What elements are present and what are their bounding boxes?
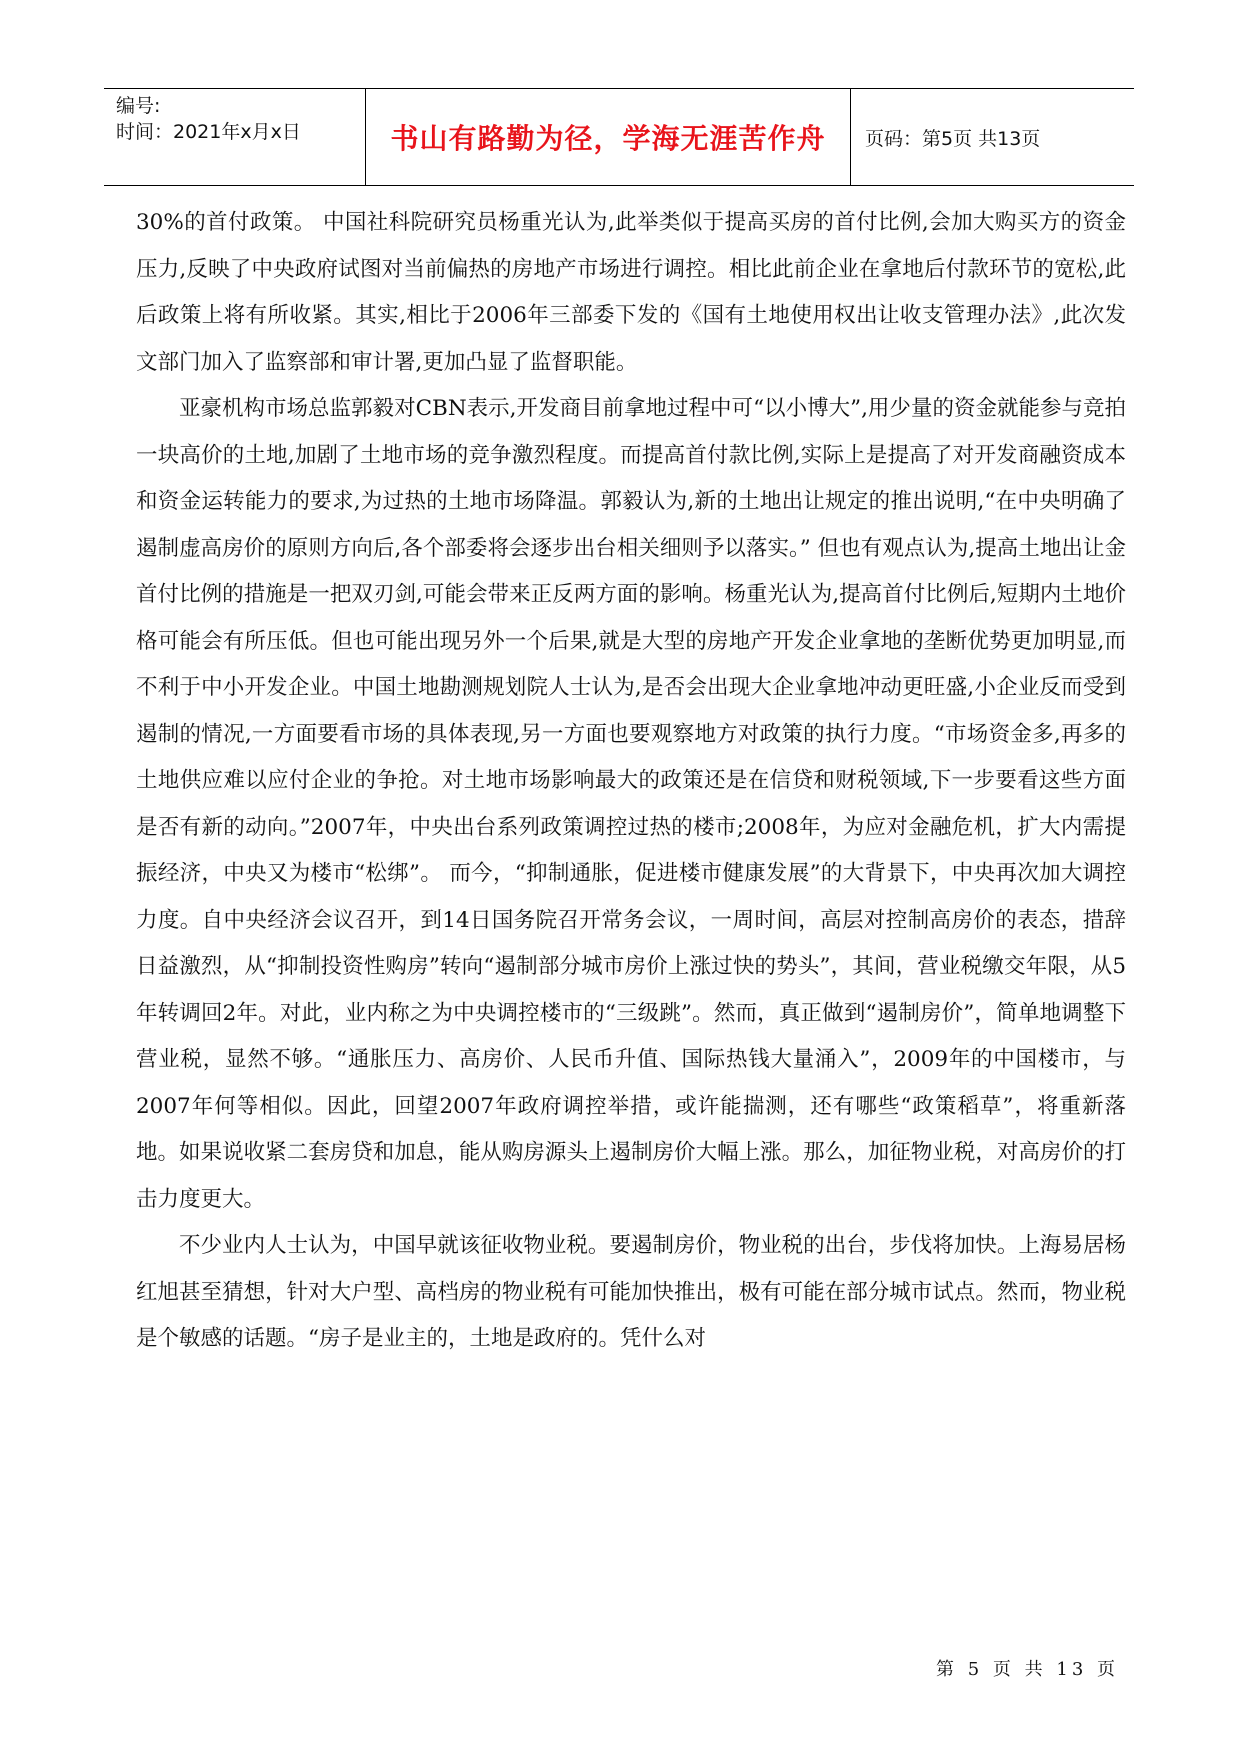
- header-meta: [104, 89, 366, 185]
- page-header: [104, 88, 1134, 186]
- header-page-label: 页码：第5页 共13页: [865, 127, 1041, 150]
- body-paragraph: 不少业内人士认为，中国早就该征收物业税。要遏制房价，物业税的出台，步伐将加快。上海易居杨红旭甚至猜想，针对大户型、高档房的物业税有可能加快推出，极有可能在部分城市试点。然而，物业税是个敏感的话题。“房子是业主的，土地是政府的。凭什么对: [136, 1233, 1126, 1351]
- document-time-label: 时间：2021年x月x日: [116, 121, 301, 143]
- header-motto: 书山有路勤为径，学海无涯苦作舟: [366, 89, 851, 185]
- page-footer-number: 第 5 页 共 13 页: [936, 1659, 1119, 1680]
- body-paragraph: 亚豪机构市场总监郭毅对CBN表示,开发商目前拿地过程中可“以小博大”,用少量的资金就能参与竞拍一块高价的土地,加剧了土地市场的竞争激烈程度。而提高首付款比例,实际上是提高了对开发商融资成本和资金运转能力的要求,为过热的土地市场降温。郭毅认为,新的土地出让规定的推出说明,“在中央明确了遏制虚高房价的原则方向后,各个部委将会逐步出台相关细则予以落实。” 但也有观点认为,提高土地出让金首付比例的措施是一把双刃剑,可能会带来正反两方面的影响。杨重光认为,提高首付比例后,短期内土地价格可能会有所压低。但也可能出现另外一个后果,就是大型的房地产开发企业拿地的垄断优势更加明显,而不利于中小开发企业。中国土地勘测规划院人士认为,是否会出现大企业拿地冲动更旺盛,小企业反而受到遏制的情况,一方面要看市场的具体表现,另一方面也要观察地方对政策的执行力度。“市场资金多,再多的土地供应难以应付企业的争抢。对土地市场影响最大的政策还是在信贷和财税领域,下一步要看这些方面是否有新的动向。”2007年，中央出台系列政策调控过热的楼市;2008年，为应对金融危机，扩大内需提振经济，中央又为楼市“松绑”。 而今，“抑制通胀，促进楼市健康发展”的大背景下，中央再次加大调控力度。自中央经济会议召开，到14日国务院召开常务会议，一周时间，高层对控制高房价的表态，措辞日益激烈，从“抑制投资性购房”转向“遏制部分城市房价上涨过快的势头”，其间，营业税缴交年限，从5年转调回2年。对此，业内称之为中央调控楼市的“三级跳”。然而，真正做到“遏制房价”，简单地调整下营业税，显然不够。“通胀压力、高房价、人民币升值、国际热钱大量涌入”，2009年的中国楼市，与2007年何等相似。因此，回望2007年政府调控举措，或许能揣测，还有哪些“政策稻草”，将重新落地。如果说收紧二套房贷和加息，能从购房源头上遏制房价大幅上涨。那么，加征物业税，对高房价的打击力度更大。: [136, 396, 1126, 1212]
- body-paragraph: 30%的首付政策。 中国社科院研究员杨重光认为,此举类似于提高买房的首付比例,会加大购买方的资金压力,反映了中央政府试图对当前偏热的房地产市场进行调控。相比此前企业在拿地后付款环节的宽松,此后政策上将有所收紧。其实,相比于2006年三部委下发的《国有土地使用权出让收支管理办法》,此次发文部门加入了监察部和审计署,更加凸显了监督职能。: [136, 210, 1126, 375]
- document-body: [136, 200, 1126, 1363]
- document-number-label: 编号:: [116, 95, 161, 117]
